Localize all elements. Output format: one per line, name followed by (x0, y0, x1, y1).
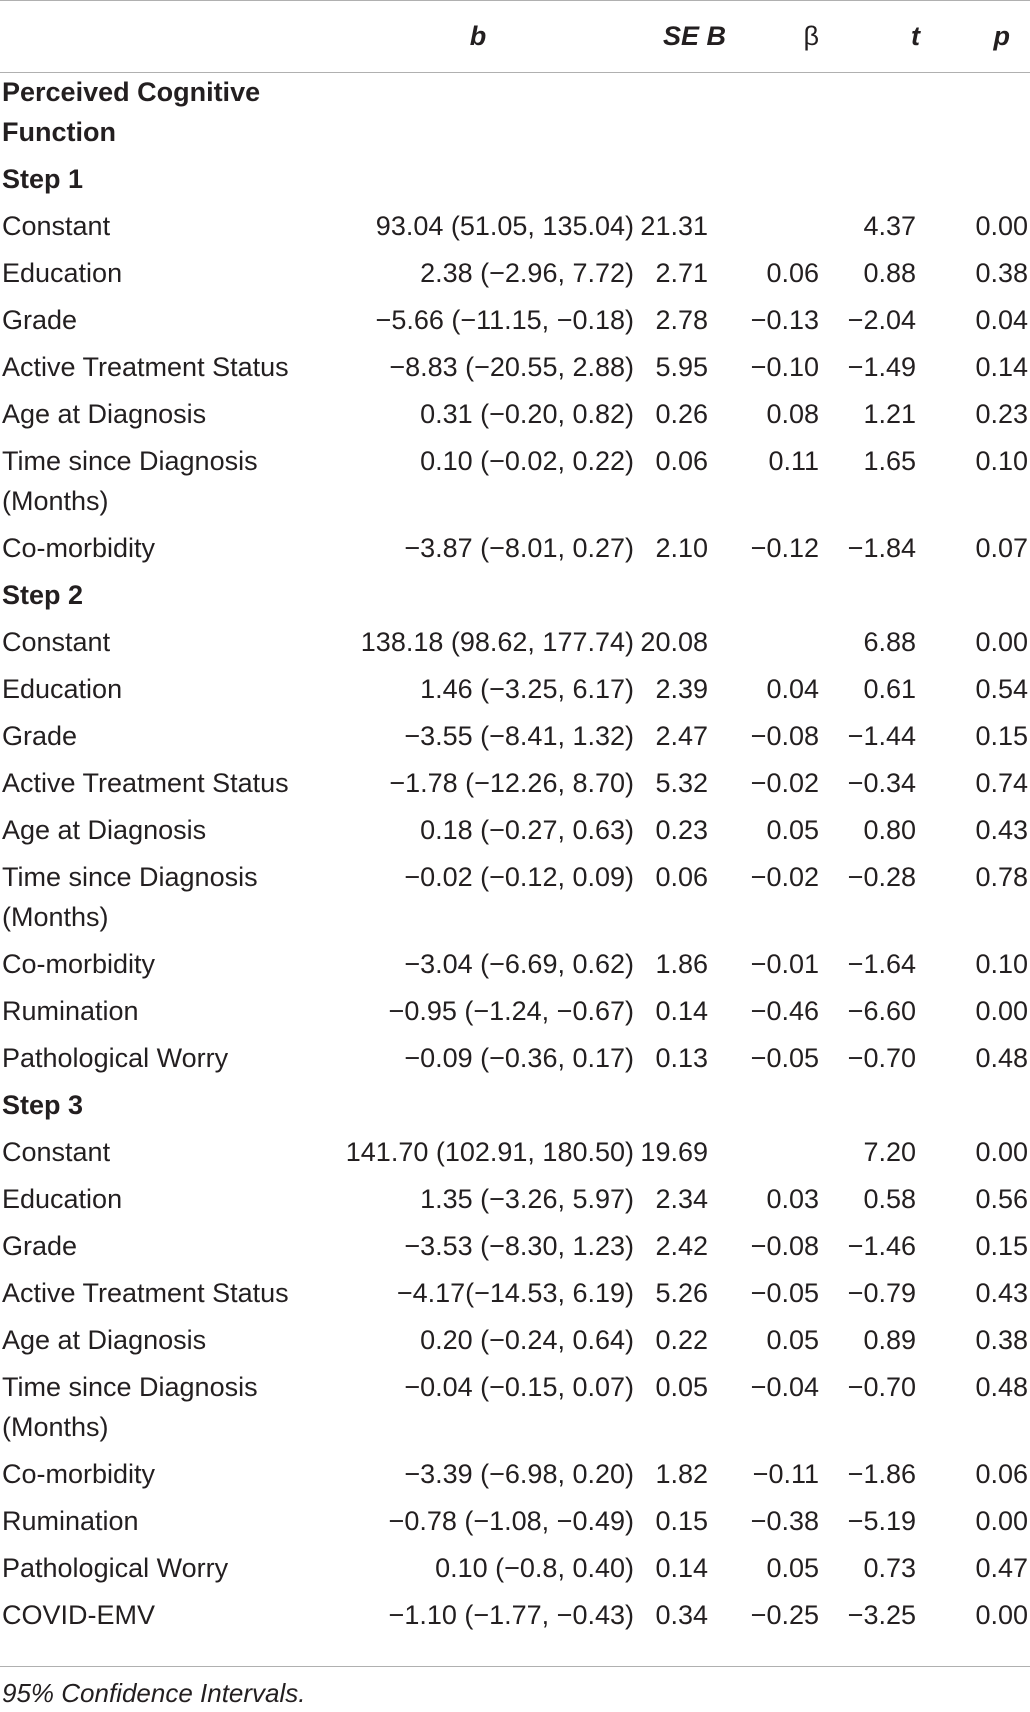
cell-p: 0.07 (975, 533, 1028, 563)
cell-b: −1.10 (−1.77, −0.43) (388, 1600, 634, 1630)
cell-b: −3.53 (−8.30, 1.23) (404, 1231, 634, 1261)
cell-beta: 0.11 (768, 446, 819, 476)
cell-t: 0.88 (863, 258, 916, 288)
cell-se-b: 0.06 (655, 446, 708, 476)
step-title: Step 2 (2, 580, 84, 610)
cell-se-b: 0.13 (655, 1043, 708, 1073)
step-heading-row (0, 159, 1030, 206)
table-row (0, 253, 1030, 300)
cell-p: 0.54 (975, 674, 1028, 704)
cell-se-b: 0.22 (655, 1325, 708, 1355)
row-label: Age at Diagnosis (2, 815, 207, 845)
table-row (0, 1595, 1030, 1642)
cell-beta: −0.46 (750, 996, 819, 1026)
row-label: Pathological Worry (2, 1553, 229, 1583)
cell-se-b: 5.95 (655, 352, 708, 382)
table-row (0, 810, 1030, 857)
cell-p: 0.00 (975, 1600, 1028, 1630)
cell-beta: −0.11 (752, 1459, 819, 1489)
table-row (0, 1038, 1030, 1085)
cell-se-b: 2.10 (655, 533, 708, 563)
row-label: Co-morbidity (2, 533, 156, 563)
cell-t: −2.04 (847, 305, 916, 335)
cell-beta: −0.38 (750, 1506, 819, 1536)
cell-b: 2.38 (−2.96, 7.72) (420, 258, 634, 288)
cell-beta: −0.05 (750, 1278, 819, 1308)
header-beta: β (803, 20, 819, 51)
cell-se-b: 1.82 (655, 1459, 708, 1489)
cell-b: 141.70 (102.91, 180.50) (345, 1137, 634, 1167)
cell-beta: −0.04 (750, 1372, 819, 1402)
table-header (0, 0, 1030, 72)
cell-se-b: 2.42 (655, 1231, 708, 1261)
step-heading-row (0, 575, 1030, 622)
cell-b: −3.04 (−6.69, 0.62) (404, 949, 634, 979)
cell-b: −3.39 (−6.98, 0.20) (404, 1459, 634, 1489)
table-row (0, 763, 1030, 810)
cell-t: 0.80 (863, 815, 916, 845)
cell-t: −3.25 (847, 1600, 916, 1630)
cell-b: −3.55 (−8.41, 1.32) (404, 721, 634, 751)
cell-p: 0.10 (975, 446, 1028, 476)
cell-p: 0.06 (975, 1459, 1028, 1489)
cell-p: 0.23 (975, 399, 1028, 429)
cell-t: −5.19 (847, 1506, 916, 1536)
cell-se-b: 2.34 (655, 1184, 708, 1214)
header-rule (0, 72, 1030, 73)
cell-b: 138.18 (98.62, 177.74) (360, 627, 634, 657)
cell-beta: −0.05 (750, 1043, 819, 1073)
cell-b: 0.10 (−0.02, 0.22) (420, 446, 634, 476)
cell-b: −0.02 (−0.12, 0.09) (404, 862, 634, 892)
row-label: Education (2, 258, 123, 288)
table-row (0, 716, 1030, 763)
table-body (0, 72, 1030, 1642)
cell-b: −8.83 (−20.55, 2.88) (389, 352, 634, 382)
table-row (0, 206, 1030, 253)
table-row (0, 1548, 1030, 1595)
cell-beta: 0.03 (766, 1184, 819, 1214)
cell-b: 1.35 (−3.26, 5.97) (420, 1184, 634, 1214)
cell-b: 1.46 (−3.25, 6.17) (420, 674, 634, 704)
cell-p: 0.14 (975, 352, 1028, 382)
row-label: Constant (2, 1137, 111, 1167)
cell-t: −0.70 (847, 1372, 916, 1402)
cell-b: 93.04 (51.05, 135.04) (375, 211, 634, 241)
cell-se-b: 0.23 (655, 815, 708, 845)
row-label: Constant (2, 627, 111, 657)
cell-b: −5.66 (−11.15, −0.18) (375, 305, 634, 335)
cell-b: −0.04 (−0.15, 0.07) (404, 1372, 634, 1402)
cell-beta: 0.05 (766, 1553, 819, 1583)
cell-p: 0.00 (975, 627, 1028, 657)
cell-beta: −0.25 (750, 1600, 819, 1630)
cell-p: 0.43 (975, 815, 1028, 845)
cell-se-b: 0.14 (655, 996, 708, 1026)
cell-t: −1.64 (847, 949, 916, 979)
cell-t: −0.28 (847, 862, 916, 892)
cell-t: −1.44 (847, 721, 916, 751)
row-label: Grade (2, 1231, 78, 1261)
cell-p: 0.04 (975, 305, 1028, 335)
cell-beta (736, 206, 843, 253)
table-row (0, 1320, 1030, 1367)
cell-se-b: 0.06 (655, 862, 708, 892)
table-row (0, 857, 1030, 944)
table-row (0, 1132, 1030, 1179)
table-row (0, 300, 1030, 347)
row-label: Time since Diagnosis (Months) (2, 862, 258, 932)
row-label: Time since Diagnosis (Months) (2, 1372, 258, 1442)
table-row (0, 991, 1030, 1038)
outcome-row (0, 72, 1030, 159)
cell-se-b: 0.05 (655, 1372, 708, 1402)
cell-p: 0.00 (975, 1137, 1028, 1167)
cell-t: 0.89 (863, 1325, 916, 1355)
cell-beta: −0.08 (750, 721, 819, 751)
cell-beta: 0.08 (766, 399, 819, 429)
row-label: Time since Diagnosis (Months) (2, 446, 258, 516)
cell-se-b: 20.08 (640, 627, 708, 657)
cell-se-b: 1.86 (655, 949, 708, 979)
cell-se-b: 0.14 (655, 1553, 708, 1583)
row-label: Rumination (2, 1506, 139, 1536)
cell-se-b: 0.34 (655, 1600, 708, 1630)
table-row (0, 1179, 1030, 1226)
cell-p: 0.00 (975, 1506, 1028, 1536)
cell-b: −3.87 (−8.01, 0.27) (404, 533, 634, 563)
table-row (0, 944, 1030, 991)
cell-t: 0.61 (863, 674, 916, 704)
table-row (0, 669, 1030, 716)
step-title: Step 1 (2, 164, 84, 194)
cell-t: −1.84 (847, 533, 916, 563)
row-label: COVID-EMV (2, 1600, 156, 1630)
cell-t: 6.88 (863, 627, 916, 657)
cell-beta: −0.08 (750, 1231, 819, 1261)
cell-beta (736, 1132, 843, 1179)
cell-t: 0.73 (863, 1553, 916, 1583)
row-label: Pathological Worry (2, 1043, 229, 1073)
cell-p: 0.15 (975, 721, 1028, 751)
table-row (0, 528, 1030, 575)
row-label: Education (2, 674, 123, 704)
table-row (0, 1273, 1030, 1320)
cell-beta: 0.06 (766, 258, 819, 288)
cell-b: −1.78 (−12.26, 8.70) (389, 768, 634, 798)
cell-beta: −0.10 (750, 352, 819, 382)
table-row (0, 394, 1030, 441)
cell-beta (736, 622, 843, 669)
row-label: Rumination (2, 996, 139, 1026)
row-label: Grade (2, 721, 78, 751)
footnote: 95% Confidence Intervals. (2, 1678, 306, 1708)
cell-p: 0.00 (975, 211, 1028, 241)
row-label: Age at Diagnosis (2, 399, 207, 429)
cell-p: 0.43 (975, 1278, 1028, 1308)
cell-p: 0.56 (975, 1184, 1028, 1214)
cell-se-b: 5.26 (655, 1278, 708, 1308)
cell-t: −0.79 (847, 1278, 916, 1308)
cell-p: 0.10 (975, 949, 1028, 979)
cell-t: −1.49 (847, 352, 916, 382)
cell-t: 1.21 (863, 399, 916, 429)
cell-p: 0.74 (975, 768, 1028, 798)
row-label: Active Treatment Status (2, 352, 289, 382)
row-label: Active Treatment Status (2, 768, 289, 798)
cell-beta: −0.13 (750, 305, 819, 335)
cell-p: 0.48 (975, 1043, 1028, 1073)
top-rule (0, 0, 1030, 1)
cell-b: −0.95 (−1.24, −0.67) (388, 996, 634, 1026)
cell-beta: 0.04 (766, 674, 819, 704)
cell-beta: −0.02 (750, 768, 819, 798)
step-title: Step 3 (2, 1090, 84, 1120)
cell-se-b: 19.69 (640, 1137, 708, 1167)
cell-p: 0.47 (975, 1553, 1028, 1583)
row-label: Education (2, 1184, 123, 1214)
cell-b: −4.17(−14.53, 6.19) (396, 1278, 634, 1308)
cell-b: 0.18 (−0.27, 0.63) (420, 815, 634, 845)
cell-se-b: 5.32 (655, 768, 708, 798)
cell-p: 0.38 (975, 258, 1028, 288)
table-row (0, 622, 1030, 669)
cell-t: −1.46 (847, 1231, 916, 1261)
table-row (0, 347, 1030, 394)
cell-p: 0.38 (975, 1325, 1028, 1355)
table-row (0, 1367, 1030, 1454)
cell-b: −0.78 (−1.08, −0.49) (388, 1506, 634, 1536)
header-b: b (469, 20, 487, 51)
cell-t: 4.37 (863, 211, 916, 241)
header-t: t (911, 20, 920, 51)
row-label: Co-morbidity (2, 949, 156, 979)
cell-p: 0.48 (975, 1372, 1028, 1402)
table-row (0, 1226, 1030, 1273)
cell-t: 7.20 (863, 1137, 916, 1167)
cell-se-b: 0.26 (655, 399, 708, 429)
cell-b: 0.20 (−0.24, 0.64) (420, 1325, 634, 1355)
row-label: Constant (2, 211, 111, 241)
cell-b: −0.09 (−0.36, 0.17) (404, 1043, 634, 1073)
cell-beta: 0.05 (766, 1325, 819, 1355)
cell-p: 0.00 (975, 996, 1028, 1026)
cell-t: −1.86 (847, 1459, 916, 1489)
table-row (0, 1501, 1030, 1548)
cell-t: −0.34 (847, 768, 916, 798)
header-row (0, 0, 1030, 72)
cell-se-b: 2.71 (655, 258, 708, 288)
cell-se-b: 2.39 (655, 674, 708, 704)
cell-b: 0.31 (−0.20, 0.82) (420, 399, 634, 429)
header-p: p (993, 20, 1010, 51)
cell-b: 0.10 (−0.8, 0.40) (435, 1553, 634, 1583)
step-heading-row (0, 1085, 1030, 1132)
cell-beta: −0.01 (750, 949, 819, 979)
cell-beta: −0.12 (750, 533, 819, 563)
cell-t: −0.70 (847, 1043, 916, 1073)
cell-t: −6.60 (847, 996, 916, 1026)
cell-beta: −0.02 (750, 862, 819, 892)
cell-t: 0.58 (863, 1184, 916, 1214)
cell-se-b: 21.31 (640, 211, 708, 241)
bottom-rule (0, 1666, 1030, 1667)
row-label: Grade (2, 305, 78, 335)
cell-se-b: 0.15 (655, 1506, 708, 1536)
cell-se-b: 2.47 (655, 721, 708, 751)
cell-beta: 0.05 (766, 815, 819, 845)
header-blank (0, 0, 318, 72)
row-label: Age at Diagnosis (2, 1325, 207, 1355)
cell-se-b: 2.78 (655, 305, 708, 335)
table-row (0, 1454, 1030, 1501)
row-label: Active Treatment Status (2, 1278, 289, 1308)
outcome-label: Perceived Cognitive Function (2, 77, 261, 147)
cell-p: 0.15 (975, 1231, 1028, 1261)
header-se-b: SE B (662, 20, 726, 51)
row-label: Co-morbidity (2, 1459, 156, 1489)
cell-t: 1.65 (863, 446, 916, 476)
cell-p: 0.78 (975, 862, 1028, 892)
table-row (0, 441, 1030, 528)
